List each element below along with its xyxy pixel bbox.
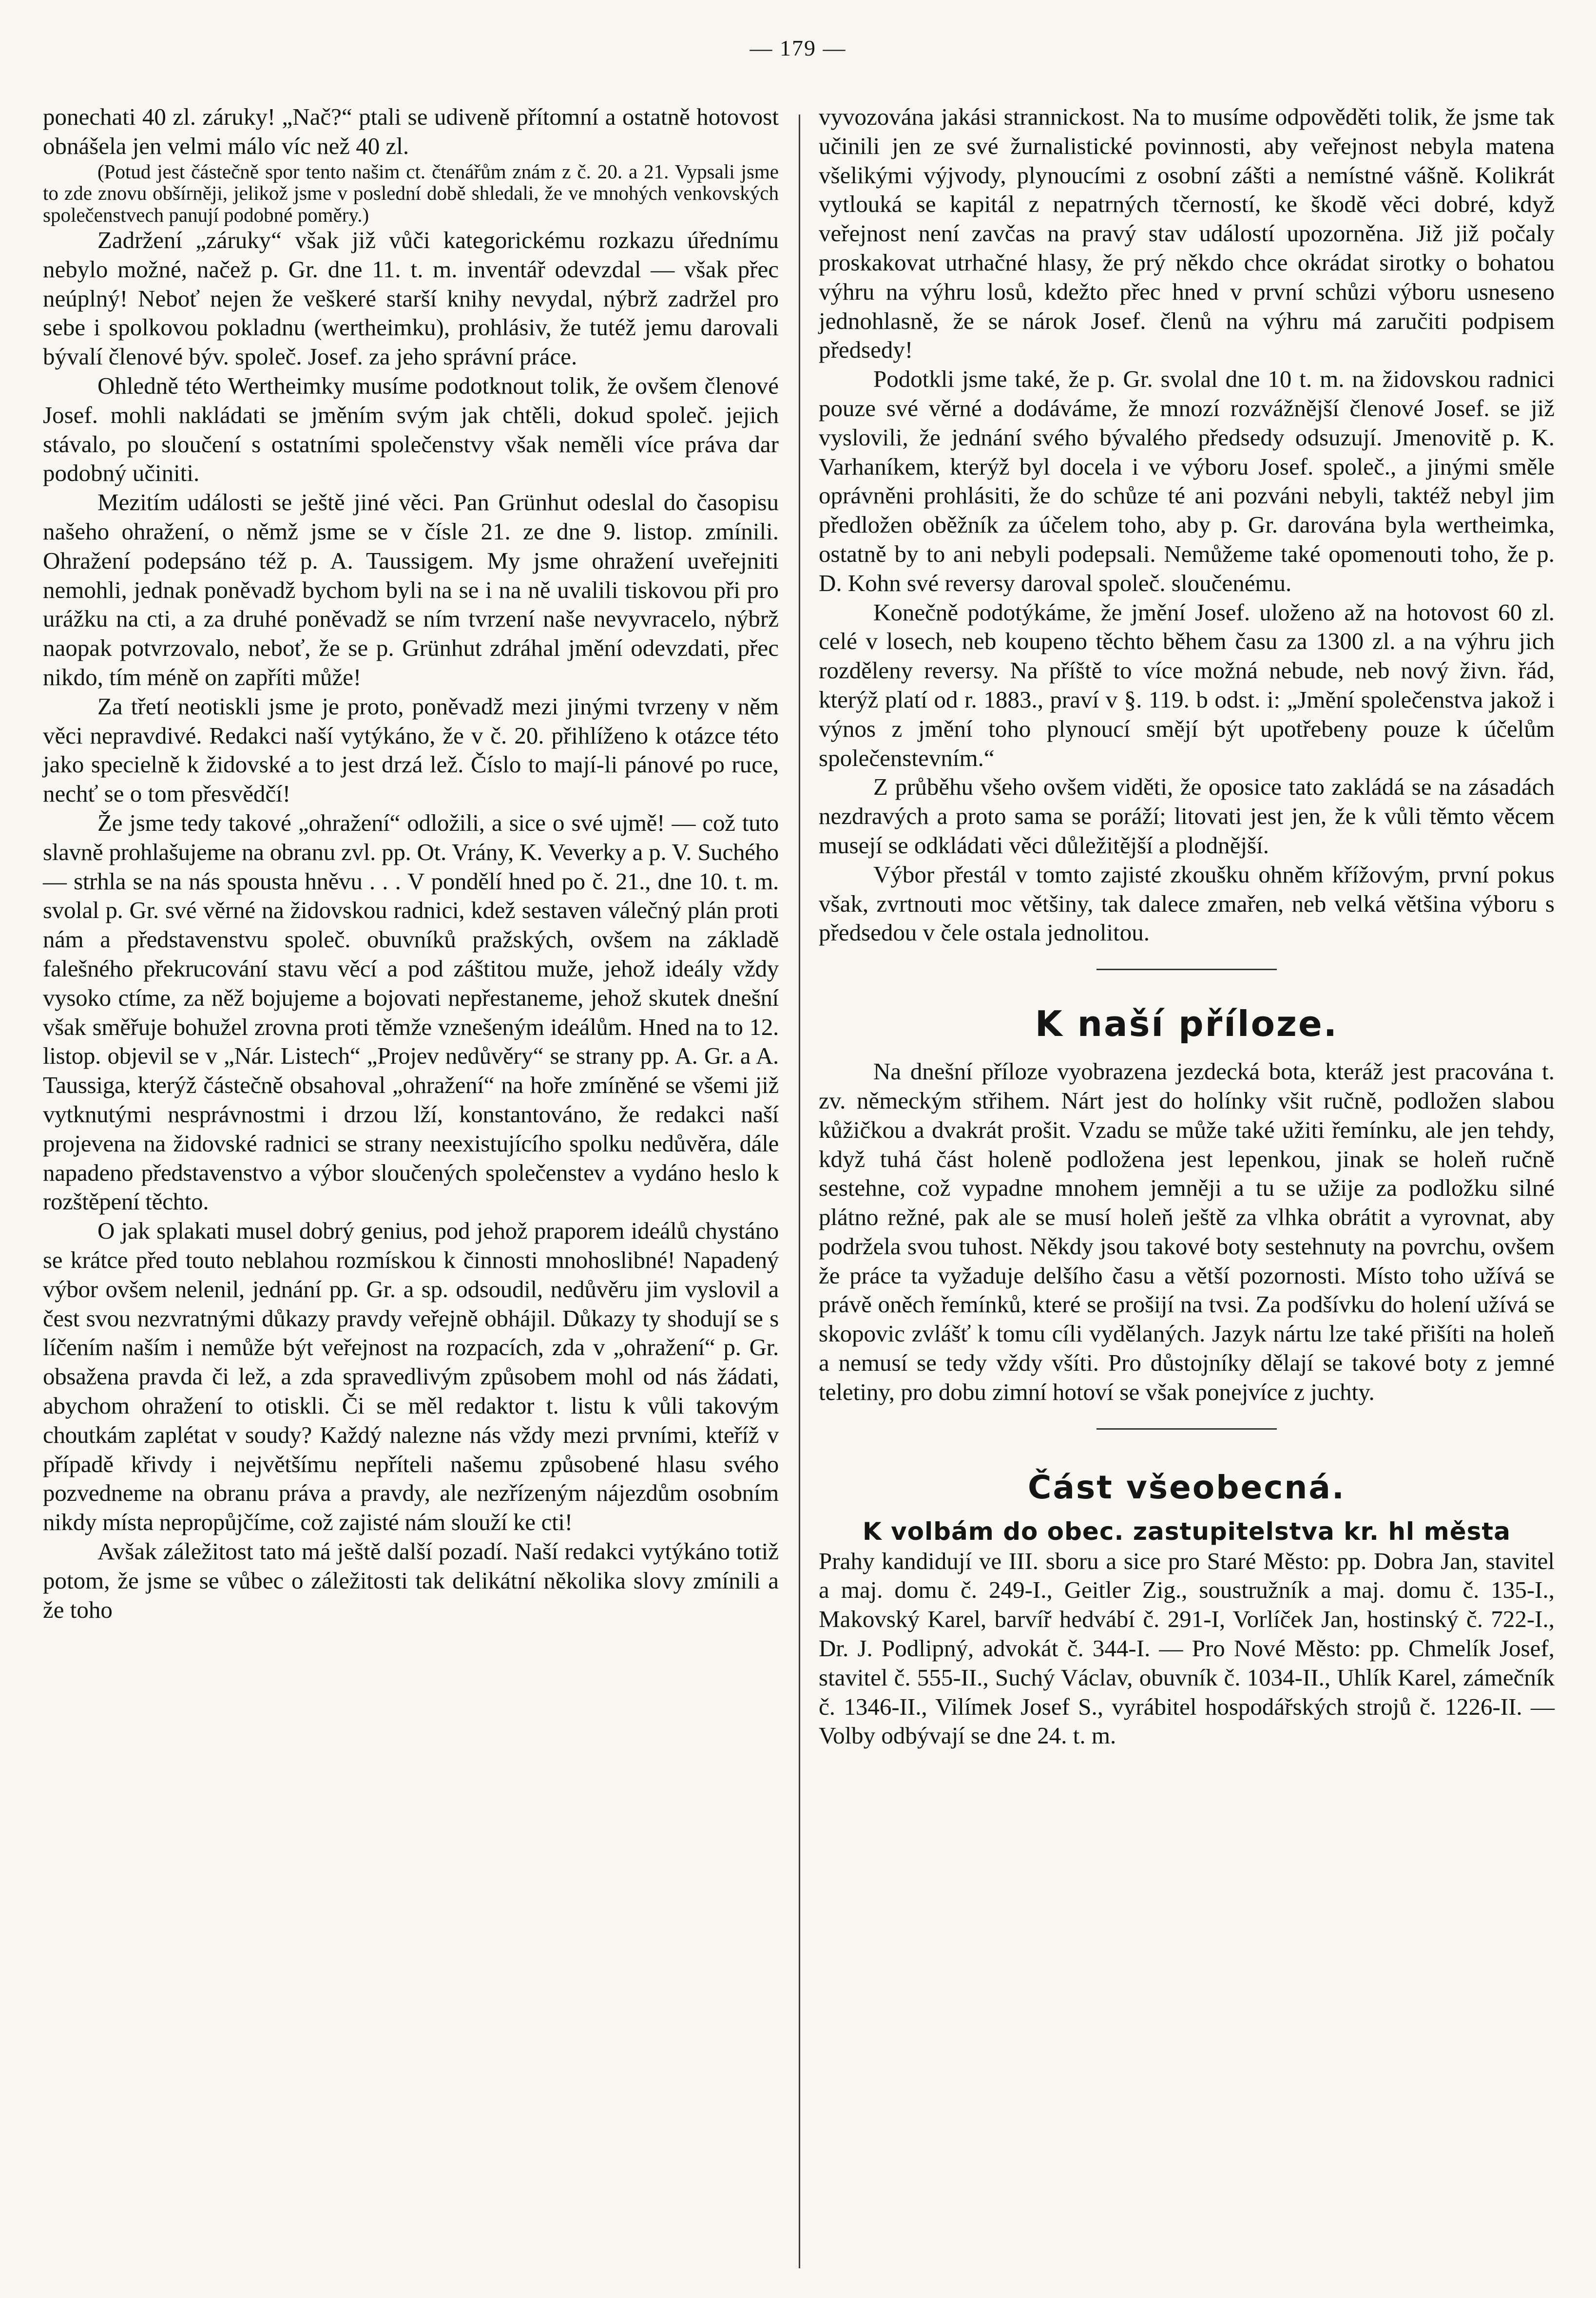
paragraph: O jak splakati musel dobrý genius, pod jehož praporem ideálů chystáno se krátce před touto neblahou rozmískou k činnosti mnohoslibné! Napadený výbor ovšem nelenil, jednání pp. Gr. a sp. odsoudil, nedůvěru jim vyslovil a čest svou nezvratnými důkazy pravdy veřejně obhájil. Důkazy ty shodují se s líčením naším i nemůže být veřejnost na rozpacích, zda v „ohražení“ p. Gr. obsažena pravda či lež, a zda spravedlivým způsobem mohl od nás žádati, abychom ohražení to otiskli. Či se měl redaktor t. listu k vůli takovým choutkám zaplétat v soudy? Každý nalezne nás vždy mezi prvními, kteříž v případě křivdy i největšímu nepříteli našemu způsobené hlasu svého pozvedneme na obranu práva a pravdy, ale nezřízeným nájezdům osobním nikdy místa nepropůjčíme, což zajisté nám slouží ke cti! bbox=[43, 1217, 779, 1536]
paragraph: Mezitím události se ještě jiné věci. Pan Grünhut odeslal do časopisu našeho ohražení, o němž jsme se v čísle 21. ze dne 9. listop. zmínili. Ohražení podepsáno též p. A. Taussigem. My jsme ohražení uveřejniti nemohli, jednak poněvadž bychom byli na se i na ně uvalili tiskovou při pro urážku na cti, a za druhé poněvadž se ním tvrzení naše nevyvracelo, nýbrž naopak potvrzovalo, neboť, že se p. Grünhut zdráhal jmění odevzdati, přec nikdo, tím méně on zapříti může! bbox=[43, 489, 779, 691]
article-heading: K volbám do obec. zastupitelstva kr. hl města bbox=[862, 1517, 1511, 1546]
paragraph: Ohledně této Wertheimky musíme podotknout tolik, že ovšem členové Josef. mohli nakládati se jměním svým jak chtěli, dokud společ. jejich stávalo, po sloučení s ostatními společenstvy však neměli více práva dar podobný učiniti. bbox=[43, 372, 779, 487]
paragraph: Za třetí neotiskli jsme je proto, poněvadž mezi jinými tvrzeny v něm věci nepravdivé. Redakci naší vytýkáno, že v č. 20. přihlíženo k otázce této jako specielně k židovské a to jest drzá lež. Číslo to mají-li pánové po ruce, nechť se o tom přesvědčí! bbox=[43, 692, 779, 807]
left-column bbox=[43, 102, 779, 1624]
paragraph: Prahy kandidují ve III. sboru a sice pro Staré Město: pp. Dobra Jan, stavitel a maj. domu č. 249-I., Geitler Zig., soustružník a maj. domu č. 135-I., Makovský Karel, barvíř hedvábí č. 291-I, Vorlíček Jan, hostinský č. 722-I., Dr. J. Podlipný, advokát č. 344-I. — Pro Nové Město: pp. Chmelík Josef, stavitel č. 555-II., Suchý Václav, obuvník č. 1034-II., Uhlík Karel, zámečník č. 1346-II., Vilímek Josef S., vyrábitel hospodářských strojů č. 1226-II. — Volby odbývají se dne 24. t. m. bbox=[819, 1547, 1555, 1749]
section-heading-priloha: K naší příloze. bbox=[1035, 1003, 1339, 1045]
paragraph: Na dnešní příloze vyobrazena jezdecká bota, kteráž jest pracována t. zv. německým střihem. Nárt jest do holínky všit ručně, podložen slabou kůžičkou a dvakrát prošit. Vzadu se může také užiti řemínku, ale jen tehdy, když tuhá část holeně podložena jest lepenkou, jinak se holeň ručně sestehne, což vypadne mnohem jemněji a tu se užije za podložku silné plátno režné, pak ale se musí holeň ještě za vlhka obrátit a vyrovnat, aby podržela svou tuhost. Někdy jsou takové boty sestehnuty na povrchu, ovšem že práce ta vyžaduje delšího času a větší pozornosti. Místo toho užívá se právě oněch řemínků, které se prošijí na tvsi. Za podšívku do holení užívá se skopovic zvlášť k tomu cíli vydělaných. Jazyk nártu lze také přišíti na holeň a nemusí se tedy vždy všíti. Pro důstojníky dělají se takové boty z jemné teletiny, pro dobu zimní hotoví se však ponejvíce z juchty. bbox=[819, 1058, 1555, 1405]
section-rule bbox=[1096, 969, 1277, 970]
paragraph: Že jsme tedy takové „ohražení“ odložili, a sice o své ujmě! — což tuto slavně prohlašujeme na obranu zvl. pp. Ot. Vrány, K. Veverky a p. V. Suchého — strhla se na nás spousta hněvu . . . V pondělí hned po č. 21., dne 10. t. m. svolal p. Gr. své věrné na židovskou radnici, kdež sestaven válečný plán proti nám a představenstvu společ. obuvníků pražských, ovšem na základě falešného překrucování stavu věcí a pod záštitou muže, jehož ideály vždy vysoko ctíme, za něž bojujeme a bojovati nepřestaneme, jehož skutek dnešní však směřuje bohužel zrovna proti těmže vznešeným ideálům. Hned na to 12. listop. objevil se v „Nár. Listech“ „Projev nedůvěry“ se strany pp. A. Gr. a A. Taussiga, kterýž částečně obsahoval „ohražení“ na hoře zmíněné se všemi již vytknutými nesprávnostmi i drzou lží, konstantováno, že redakci naší projevena na židovské radnici se strany neexistujícího spolku nedůvěra, dále napadeno představenstvo a výbor sloučených společenstev a vydáno heslo k rozštěpení těchto. bbox=[43, 809, 779, 1215]
paragraph: ponechati 40 zl. záruky! „Nač?“ ptali se udiveně přítomní a ostatně hotovost obnášela jen velmi málo víc než 40 zl. bbox=[43, 103, 779, 159]
paragraph: Konečně podotýkáme, že jmění Josef. uloženo až na hotovost 60 zl. celé v losech, neb koupeno těchto během času za 1300 zl. a na výhru jich rozděleny reversy. Na příště to více možná nebude, neb nový živn. řád, kterýž platí od r. 1883., praví v §. 119. b odst. i: „Jmění společenstva jakož i výnos z jmění toho plynoucí smějí být upotřebeny pouze k účelům společenstevním.“ bbox=[819, 598, 1555, 771]
section-rule bbox=[1096, 1428, 1277, 1430]
paragraph: Výbor přestál v tomto zajisté zkoušku ohněm křížovým, první pokus však, zvrtnouti moc většiny, tak dalece zmařen, neb velká většina výboru s předsedou v čele ostala jednolitou. bbox=[819, 861, 1555, 946]
paragraph: Podotkli jsme také, že p. Gr. svolal dne 10 t. m. na židovskou radnici pouze své věrné a dodáváme, že mnozí rozvážnější členové Josef. se již vyslovili, že jednání svého bývalého předsedy odsuzují. Jmenovitě p. K. Varhaníkem, kterýž byl docela i ve výboru Josef. společ., a jinými směle oprávněni prohlásiti, že do schůze té ani pozváni nebyli, taktéž nebyl jim předložen oběžník za účelem toho, aby p. Gr. darována byla wertheimka, ostatně by to ani nebyli podepsali. Nemůžeme také opomenouti toho, že p. D. Kohn své reversy daroval společ. sloučenému. bbox=[819, 365, 1555, 596]
paragraph: Zadržení „záruky“ však již vůči kategorickému rozkazu úřednímu nebylo možné, načež p. Gr. dne 11. t. m. inventář odevzdal — však přec neúplný! Neboť nejen že veškeré starší knihy nevydal, nýbrž zadržel pro sebe i spolkovou pokladnu (wertheimku), prohlásiv, že tutéž jemu darovali bývalí členové býv. společ. Josef. za jeho správní práce. bbox=[43, 227, 779, 370]
paragraph: vyvozována jakási strannickost. Na to musíme odpověděti tolik, že jsme tak učinili jen ze své žurnalistické povinnosti, aby veřejnost nebyla matena všelikými výjvody, plynoucími z osobní zášti a nemístné vášně. Kolikrát vytlouká se kapitál z nepatrných tčerností, ke škodě věci dobré, když veřejnost není zavčas na pravý stav událostí upozorněna. Již již počaly proskakovat utrhačné hlasy, že prý někdo chce okrádat sirotky o bohatou výhru na výhru losů, kdežto přec hned v první schůzi výboru usneseno jednohlasně, že se nárok Josef. členů na výhru má zaručiti podpisem předsedy! bbox=[819, 103, 1555, 364]
note-paragraph: (Potud jest částečně spor tento našim ct. čtenářům znám z č. 20. a 21. Vypsali jsme to zde znovu obšírněji, jelikož jsme v poslední době shledali, že ve mnohých venkovských společenstvech panují podobné poměry.) bbox=[43, 160, 779, 226]
section-heading-vseobecna: Část všeobecná. bbox=[1028, 1468, 1346, 1506]
paragraph: Avšak záležitost tato má ještě další pozadí. Naší redakci vytýkáno totiž potom, že jsme se vůbec o záležitosti tak delikátní několika slovy zmínili a že toho bbox=[43, 1537, 779, 1623]
right-column bbox=[819, 102, 1555, 1750]
paragraph: Z průběhu všeho ovšem viděti, že oposice tato zakládá se na zásadách nezdravých a proto sama se poráží; litovati jest jen, že k vůli těmto věcem musejí se odkládati věci důležitější a plodnější. bbox=[819, 773, 1555, 859]
page-number: — 179 — bbox=[750, 36, 846, 60]
column-divider bbox=[799, 115, 800, 2268]
